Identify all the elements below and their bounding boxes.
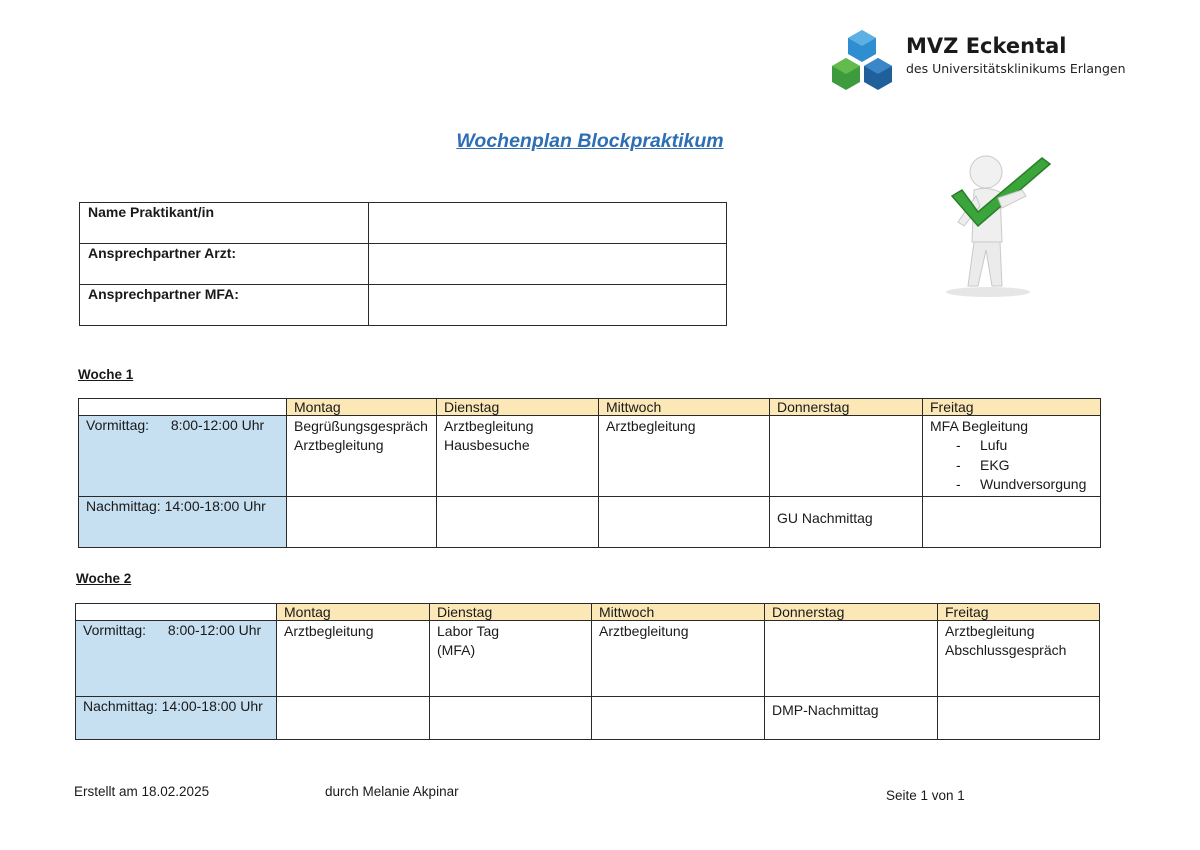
- schedule-cell: [599, 496, 770, 547]
- week-2-label: Woche 2: [76, 571, 132, 586]
- info-value-mfa[interactable]: [369, 285, 727, 326]
- day-header: Freitag: [938, 604, 1100, 621]
- schedule-header-row: [76, 604, 1100, 621]
- info-row: [80, 285, 727, 326]
- schedule-cell: [770, 496, 923, 547]
- activity: Hausbesuche: [444, 437, 530, 453]
- org-logo: [830, 30, 1130, 94]
- page-title: Wochenplan Blockpraktikum: [456, 130, 724, 152]
- morning-row: [79, 416, 1101, 497]
- schedule-cell: [765, 697, 938, 740]
- footer-created: Erstellt am 18.02.2025: [74, 784, 210, 799]
- bullet-text: Wundversorgung: [980, 476, 1087, 492]
- cube-logo-icon: [830, 30, 894, 94]
- day-header: Dienstag: [430, 604, 592, 621]
- org-name: MVZ Eckental: [906, 34, 1067, 58]
- day-header: Montag: [287, 399, 437, 416]
- info-label-name: Name Praktikant/in: [80, 203, 369, 244]
- corner-cell: [76, 604, 277, 621]
- bullet-item: - Wundversorgung: [956, 476, 1087, 492]
- info-label-doctor: Ansprechpartner Arzt:: [80, 244, 369, 285]
- schedule-cell: [287, 496, 437, 547]
- schedule-cell: [287, 416, 437, 497]
- activity: (MFA): [437, 642, 476, 658]
- day-header: Donnerstag: [770, 399, 923, 416]
- morning-label-time: 8:00-12:00 Uhr: [167, 622, 262, 638]
- afternoon-row: [79, 496, 1101, 547]
- schedule-cell: [437, 496, 599, 547]
- bullet-item: - EKG: [956, 456, 1010, 473]
- day-header: Dienstag: [437, 399, 599, 416]
- activity: Labor Tag: [437, 623, 500, 639]
- day-header: Freitag: [923, 399, 1101, 416]
- day-header: Donnerstag: [765, 604, 938, 621]
- morning-label-time: 8:00-12:00 Uhr: [170, 417, 265, 433]
- schedule-cell: [437, 416, 599, 497]
- activity: Arztbegleitung: [284, 623, 374, 639]
- activity: Arztbegleitung: [444, 418, 534, 434]
- info-row: [80, 203, 727, 244]
- bullet-text: Lufu: [980, 437, 1008, 453]
- afternoon-label: Nachmittag: 14:00-18:00 Uhr: [79, 496, 287, 547]
- activity: Arztbegleitung: [294, 437, 384, 453]
- bullet-item: - Lufu: [956, 437, 1008, 453]
- corner-cell: [79, 399, 287, 416]
- day-header: Mittwoch: [599, 399, 770, 416]
- morning-label-text: Vormittag:: [83, 622, 147, 638]
- schedule-cell: [923, 496, 1101, 547]
- schedule-cell: [592, 621, 765, 697]
- activity: MFA Begleitung: [930, 418, 1029, 434]
- activity: GU Nachmittag: [777, 509, 873, 526]
- schedule-cell: [430, 621, 592, 697]
- schedule-cell: [765, 621, 938, 697]
- activity: Arztbegleitung: [945, 623, 1035, 639]
- schedule-cell: [770, 416, 923, 497]
- org-subtitle: des Universitätsklinikums Erlangen: [906, 61, 1126, 76]
- afternoon-row: [76, 697, 1100, 740]
- afternoon-label: Nachmittag: 14:00-18:00 Uhr: [76, 697, 277, 740]
- person-with-checkmark-icon: [938, 150, 1068, 304]
- info-label-mfa: Ansprechpartner MFA:: [80, 285, 369, 326]
- morning-label: [79, 416, 287, 497]
- schedule-cell: [592, 697, 765, 740]
- schedule-cell: [938, 697, 1100, 740]
- activity: DMP-Nachmittag: [772, 702, 879, 718]
- schedule-header-row: [79, 399, 1101, 416]
- schedule-cell: [277, 697, 430, 740]
- week-1-label: Woche 1: [78, 367, 134, 382]
- activity: Begrüßungsgespräch: [294, 418, 428, 434]
- day-header: Montag: [277, 604, 430, 621]
- day-header: Mittwoch: [592, 604, 765, 621]
- week-1-schedule: [78, 398, 1101, 548]
- activity: Arztbegleitung: [599, 623, 689, 639]
- activity: Arztbegleitung: [606, 418, 696, 434]
- morning-label: [76, 621, 277, 697]
- footer-author: durch Melanie Akpinar: [325, 784, 459, 799]
- activity: Abschlussgespräch: [945, 642, 1067, 658]
- week-2-schedule: [75, 603, 1100, 740]
- bullet-text: EKG: [980, 456, 1010, 473]
- schedule-cell: [923, 416, 1101, 497]
- info-value-name[interactable]: [369, 203, 727, 244]
- morning-label-text: Vormittag:: [86, 417, 150, 433]
- info-table: [79, 202, 727, 326]
- schedule-cell: [277, 621, 430, 697]
- info-value-doctor[interactable]: [369, 244, 727, 285]
- info-row: [80, 244, 727, 285]
- schedule-cell: [430, 697, 592, 740]
- morning-row: [76, 621, 1100, 697]
- schedule-cell: [938, 621, 1100, 697]
- footer-page-number: Seite 1 von 1: [886, 788, 965, 803]
- schedule-cell: [599, 416, 770, 497]
